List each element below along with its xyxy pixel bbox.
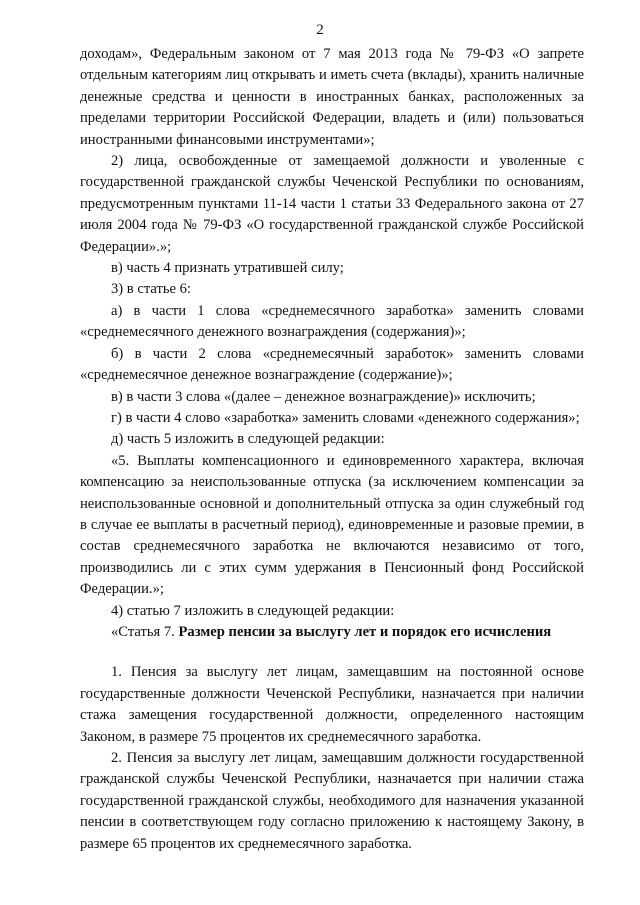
article-7-part-2: 2. Пенсия за выслугу лет лицам, замещавшим должности государственной гражданской службы Чеченской Республики, назначается при наличии стажа государственной гражданской службы, необходимого для назначения указанной пенсии в соответствующем году согласно приложению к настоящему Закону, в размере 65 процентов их среднемесячного заработка. — [80, 750, 584, 852]
article-7-heading — [80, 622, 584, 643]
paragraph-item-v: в) часть 4 признать утратившей силу; — [111, 260, 344, 277]
page-number: 2 — [316, 22, 324, 38]
paragraph-item-b: б) в части 2 слова «среднемесячный заработок» заменить словами «среднемесячное денежное вознаграждение (содержание)»; — [80, 345, 584, 384]
article-7-part-1: 1. Пенсия за выслугу лет лицам, замещавшим на постоянной основе государственные должности Чеченской Республики, назначается при наличии стажа замещения государственной должности, определенного настоящим Законом, в размере 75 процентов их среднемесячного заработка. — [80, 664, 584, 745]
document-body — [80, 44, 584, 855]
paragraph-item-3: 3) в статье 6: — [111, 281, 191, 298]
paragraph-item-a: а) в части 1 слова «среднемесячного заработка» заменить словами «среднемесячного денежного вознаграждения (содержания)»; — [80, 302, 584, 341]
paragraph-item-4: 4) статью 7 изложить в следующей редакции: — [111, 602, 395, 619]
paragraph-item-v2: в) в части 3 слова «(далее – денежное вознаграждение)» исключить; — [111, 388, 536, 405]
paragraph-continuation: доходам», Федеральным законом от 7 мая 2013 года № 79-ФЗ «О запрете отдельным категориям лиц открывать и иметь счета (вклады), хранить наличные денежные средства и ценности в иностранных банках, расположенных за пределами территории Российской Федерации, владеть и (или) пользоваться иностранными финансовыми инструментами»; — [80, 46, 584, 148]
paragraph-item-2: 2) лица, освобожденные от замещаемой должности и уволенные с государственной гражданской службы Чеченской Республики по основаниям, предусмотренным пунктами 11-14 части 1 статьи 33 Федерального закона от 27 июля 2004 года № 79-ФЗ «О государственной гражданской службе Российской Федерации».»; — [80, 153, 584, 255]
paragraph-item-g: г) в части 4 слово «заработка» заменить словами «денежного содержания»; — [111, 409, 580, 426]
article-title: Размер пенсии за выслугу лет и порядок его исчисления — [178, 623, 552, 640]
paragraph-quoted-part-5: «5. Выплаты компенсационного и единовременного характера, включая компенсацию за неиспользованные отпуска (за исключением компенсации за неиспользованные основной и дополнительный отпуска за один служебный год в случае ее выплаты в расчетный период), единовременные и разовые премии, в состав среднемесячного заработка не включаются независимо от того, производились ли с этих сумм удержания в Пенсионный фонд Российской Федерации.»; — [80, 452, 584, 598]
article-prefix: «Статья 7. — [111, 623, 179, 640]
paragraph-item-d: д) часть 5 изложить в следующей редакции: — [111, 431, 385, 448]
